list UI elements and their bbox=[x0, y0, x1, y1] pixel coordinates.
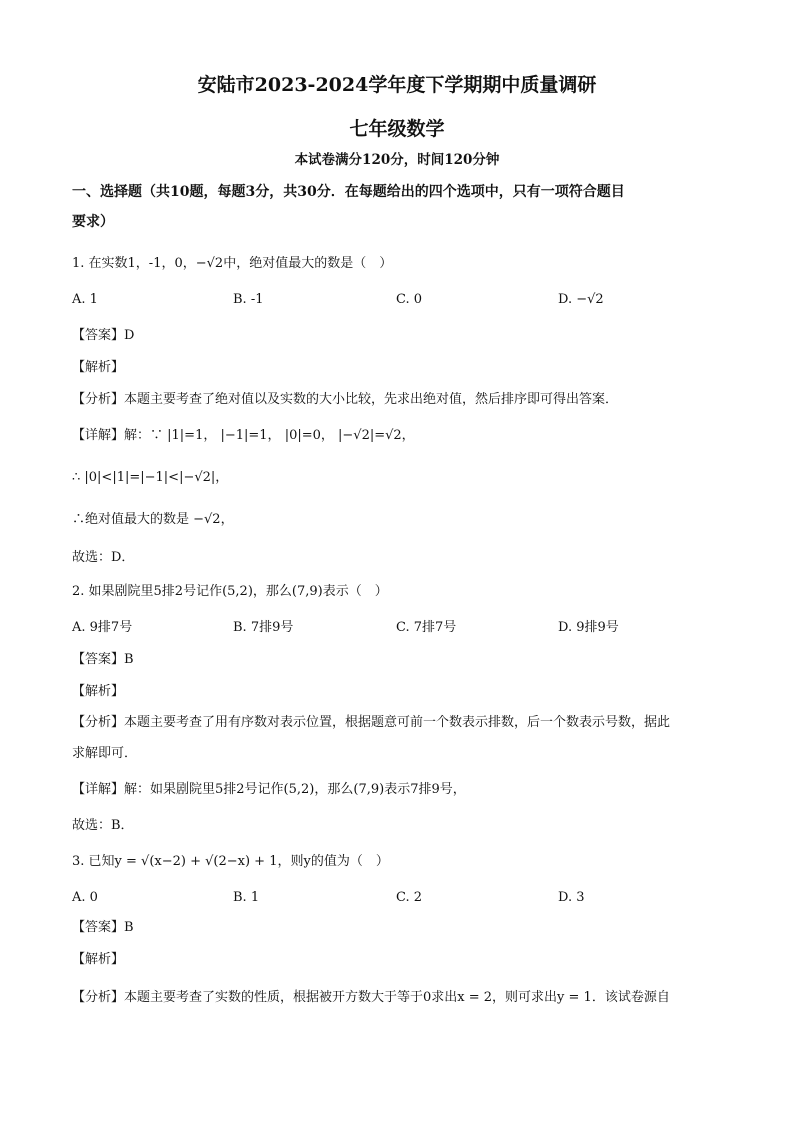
q1-answer bbox=[72, 327, 134, 345]
q1-analysis-tag: 【解析】 bbox=[72, 360, 125, 375]
q3-option-b: B. 1 bbox=[233, 890, 260, 905]
q2-option-c: C. 7排7号 bbox=[396, 620, 457, 635]
q3-answer-value: B bbox=[124, 920, 134, 935]
q3-option-d: D. 3 bbox=[558, 890, 585, 905]
q2-answer bbox=[72, 651, 134, 669]
q1-stem-prefix: 1. 在实数1，-1，0， bbox=[72, 256, 196, 271]
q1-xiangjie-line2: ∴ |0|<|1|=|−1|<|−√2|， bbox=[72, 470, 229, 485]
q1-option-a: A. 1 bbox=[72, 292, 98, 307]
q3-option-c: C. 2 bbox=[396, 890, 423, 905]
q2-xiangjie-line2: 故选：B． bbox=[72, 818, 134, 833]
q2-fenxi-line2: 求解即可． bbox=[72, 746, 138, 761]
q3-analysis-tag: 【解析】 bbox=[72, 952, 125, 967]
q1-option-d: D. −√2 bbox=[558, 292, 604, 307]
q1-stem bbox=[72, 255, 392, 273]
q3-stem-prefix: 3. 已知 bbox=[72, 854, 115, 869]
q3-answer-tag: 【答案】 bbox=[72, 920, 125, 935]
q1-fenxi bbox=[72, 391, 618, 409]
q1-option-c: C. 0 bbox=[396, 292, 423, 307]
q2-option-a: A. 9排7号 bbox=[72, 620, 133, 635]
q2-answer-tag: 【答案】 bbox=[72, 652, 125, 667]
q2-fenxi-text1: 本题主要考查了用有序数对表示位置，根据题意可前一个数表示排数，后一个数表示号数，据此 bbox=[124, 715, 671, 730]
q1-xiangjie-line1 bbox=[72, 427, 415, 445]
q3-fenxi-line1 bbox=[72, 989, 670, 1007]
q2-stem: 2. 如果剧院里5排2号记作(5,2)，那么(7,9)表示（ ） bbox=[72, 584, 388, 599]
document-subtitle: 七年级数学 bbox=[349, 118, 445, 140]
q3-stem-suffix: ，则y的值为（ ） bbox=[277, 854, 389, 869]
q2-xiangjie-text1: 解：如果剧院里5排2号记作(5,2)，那么(7,9)表示7排9号， bbox=[124, 782, 466, 797]
q3-stem bbox=[72, 853, 389, 871]
q3-stem-math: y = √(x−2) + √(2−x) + 1 bbox=[114, 854, 278, 869]
q2-fenxi-tag: 【分析】 bbox=[72, 715, 125, 730]
section-heading-line1: 一、选择题（共10题，每题3分，共30分．在每题给出的四个选项中，只有一项符合题目 bbox=[72, 184, 625, 200]
q3-option-a: A. 0 bbox=[72, 890, 98, 905]
q2-option-d: D. 9排9号 bbox=[558, 620, 619, 635]
q2-answer-value: B bbox=[124, 652, 134, 667]
q3-fenxi-text1: 本题主要考查了实数的性质，根据被开方数大于等于0求出x = 2，则可求出y = 1．该试卷源自 bbox=[124, 990, 670, 1005]
q2-option-b: B. 7排9号 bbox=[233, 620, 294, 635]
q1-fenxi-text: 本题主要考查了绝对值以及实数的大小比较，先求出绝对值，然后排序即可得出答案． bbox=[124, 392, 619, 407]
q3-answer bbox=[72, 919, 134, 937]
q1-xiangjie-line4: 故选：D． bbox=[72, 550, 135, 565]
q1-answer-tag: 【答案】 bbox=[72, 328, 125, 343]
q1-xiangjie-line3: ∴绝对值最大的数是 −√2， bbox=[72, 512, 234, 527]
q3-fenxi-tag: 【分析】 bbox=[72, 990, 125, 1005]
q2-analysis-tag: 【解析】 bbox=[72, 684, 125, 699]
q2-xiangjie-line1 bbox=[72, 781, 466, 799]
q2-xiangjie-tag: 【详解】 bbox=[72, 782, 125, 797]
q1-fenxi-tag: 【分析】 bbox=[72, 392, 125, 407]
q1-stem-suffix: 中，绝对值最大的数是（ ） bbox=[223, 256, 393, 271]
q2-fenxi-line1 bbox=[72, 714, 670, 732]
q1-xiangjie-tag: 【详解】 bbox=[72, 428, 125, 443]
document-title: 安陆市2023-2024学年度下学期期中质量调研 bbox=[197, 74, 597, 96]
q1-option-b: B. -1 bbox=[233, 292, 264, 307]
q1-answer-value: D bbox=[124, 328, 135, 343]
q1-stem-math: −√2 bbox=[195, 256, 224, 271]
section-heading-line2: 要求） bbox=[72, 214, 114, 230]
q1-xiangjie-text1: 解：∵ |1|=1， |−1|=1， |0|=0， |−√2|=√2， bbox=[124, 428, 415, 443]
exam-info: 本试卷满分120分，时间120分钟 bbox=[294, 152, 500, 168]
